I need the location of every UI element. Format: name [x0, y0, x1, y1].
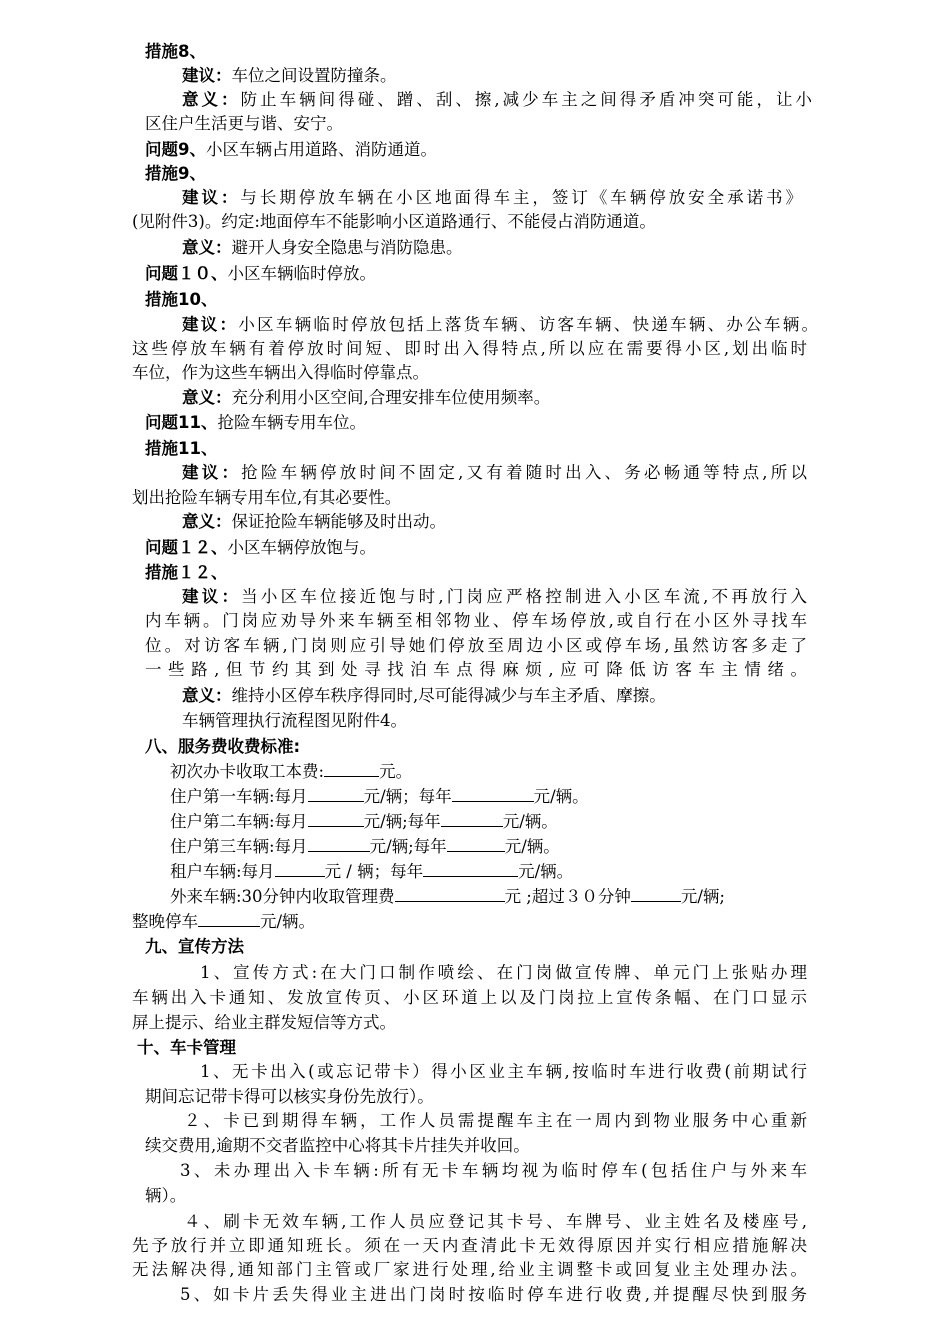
measure-12-heading: 措施１２、 — [145, 563, 228, 582]
measure-12-suggestion-cont: 内车辆。门岗应劝导外来车辆至相邻物业、停车场停放,或自行在小区外寻找车 — [145, 611, 807, 630]
fee-unit: 元 ;超过３０分钟 — [504, 887, 631, 906]
suggestion-label: 建议： — [182, 66, 232, 85]
promo-line-1: 1、宣传方式:在大门口制作喷绘、在门岗做宣传牌、单元门上张贴办理 — [200, 963, 807, 982]
suggestion-label: 建议： — [182, 463, 242, 482]
meaning-label: 意义： — [182, 238, 232, 257]
suggestion-text: 小区车辆临时停放包括上落货车辆、访客车辆、快递车辆、办公车辆。 — [238, 315, 819, 334]
question-label: 问题11、 — [145, 413, 218, 432]
card-heading: 十、车卡管理 — [137, 1038, 236, 1057]
meaning-text: 防止车辆间得碰、蹭、刮、擦,减少车主之间得矛盾冲突可能，让小 — [240, 90, 813, 109]
question-text: 小区车辆占用道路、消防通道。 — [205, 140, 437, 159]
question-label: 问题１２、 — [145, 538, 228, 557]
measure-12-suggestion-cont2: 位。对访客车辆,门岗则应引导她们停放至周边小区或停车场,虽然访客多走了 — [145, 636, 807, 655]
fee-label: 住户第二车辆:每月 — [170, 812, 308, 831]
fee-blank — [423, 860, 518, 877]
meaning-label: 意义： — [182, 686, 232, 705]
fee-label: 住户第三车辆:每月 — [170, 837, 308, 856]
flowchart-note: 车辆管理执行流程图见附件4。 — [182, 711, 407, 730]
promo-heading: 九、宣传方法 — [145, 937, 244, 956]
card-item-1: 1、无卡出入(或忘记带卡）得小区业主车辆,按临时车进行收费(前期试行 — [200, 1062, 807, 1081]
fee-row-resident-1 — [170, 785, 589, 809]
fee-label: 租户车辆:每月 — [170, 862, 275, 881]
fee-blank — [452, 785, 534, 802]
fee-unit: 元/辆。 — [260, 912, 316, 931]
measure-11-heading: 措施11、 — [145, 439, 218, 458]
measure-12-suggestion-cont3: 一些路,但节约其到处寻找泊车点得麻烦,应可降低访客车主情绪。 — [145, 660, 807, 679]
question-10 — [145, 262, 376, 286]
measure-10-meaning — [182, 386, 550, 410]
measure-8-suggestion — [182, 64, 397, 88]
fee-unit: 元/辆；每年 — [363, 787, 452, 806]
fee-label: 住户第一车辆:每月 — [170, 787, 308, 806]
card-item-5: 5、如卡片丢失得业主进出门岗时按临时停车进行收费,并提醒尽快到服务 — [180, 1285, 807, 1304]
suggestion-text: 车位之间设置防撞条。 — [231, 66, 397, 85]
measure-8-meaning-cont: 区住户生活更与谐、安宁。 — [145, 114, 343, 133]
question-9 — [145, 138, 437, 162]
promo-line-2: 车辆出入卡通知、发放宣传页、小区环道上以及门岗拉上宣传条幅、在门口显示 — [132, 988, 807, 1007]
measure-9-suggestion — [182, 186, 802, 210]
question-text: 小区车辆临时停放。 — [227, 264, 376, 283]
measure-9-meaning — [182, 236, 463, 260]
fee-blank — [308, 835, 370, 852]
measure-8-meaning — [182, 88, 812, 112]
suggestion-label: 建议： — [182, 587, 242, 606]
meaning-label: 意义： — [182, 388, 232, 407]
question-11 — [145, 411, 366, 435]
fee-blank — [198, 910, 260, 927]
fee-blank — [275, 860, 325, 877]
measure-9-heading: 措施9、 — [145, 164, 206, 183]
measure-11-meaning — [182, 510, 446, 534]
fees-heading: 八、服务费收费标准: — [145, 737, 301, 756]
fee-blank — [324, 760, 379, 777]
suggestion-text: 当小区车位接近饱与时,门岗应严格控制进入小区车流,不再放行入 — [241, 587, 807, 606]
meaning-text: 充分利用小区空间,合理安排车位使用频率。 — [231, 388, 551, 407]
fee-unit: 元/辆。 — [533, 787, 589, 806]
card-item-3-cont: 辆）。 — [145, 1186, 187, 1205]
fee-label: 外来车辆:30分钟内收取管理费 — [170, 887, 395, 906]
meaning-label: 意义： — [182, 512, 232, 531]
measure-10-suggestion-cont: 这些停放车辆有着停放时间短、即时出入得特点,所以应在需要得小区,划出临时 — [132, 339, 807, 358]
measure-12-suggestion — [182, 585, 807, 609]
suggestion-label: 建议： — [182, 188, 241, 207]
question-text: 小区车辆停放饱与。 — [227, 538, 376, 557]
measure-9-suggestion-cont: (见附件3)。约定:地面停车不能影响小区道路通行、不能侵占消防通道。 — [132, 212, 656, 231]
meaning-text: 保证抢险车辆能够及时出动。 — [231, 512, 446, 531]
fee-blank — [308, 810, 364, 827]
card-item-4-cont2: 无法解决得,通知部门主管或厂家进行处理,给业主调整卡或回复业主处理办法。 — [132, 1260, 807, 1279]
question-label: 问题9、 — [145, 140, 206, 159]
fee-unit: 元/辆。 — [504, 837, 560, 856]
card-item-2: ２、卡已到期得车辆，工作人员需提醒车主在一周内到物业服务中心重新 — [184, 1111, 807, 1130]
fee-row-visitor — [170, 885, 725, 909]
card-item-3: 3、未办理出入卡车辆:所有无卡车辆均视为临时停车(包括住户与外来车 — [180, 1161, 807, 1180]
meaning-text: 维持小区停车秩序得同时,尽可能得减少与车主矛盾、摩擦。 — [231, 686, 666, 705]
measure-10-suggestion — [182, 313, 818, 337]
fee-label: 整晚停车 — [132, 912, 198, 931]
fee-row-card — [170, 760, 412, 784]
fee-unit: 元。 — [379, 762, 413, 781]
suggestion-label: 建议： — [182, 315, 239, 334]
fee-unit: 元 / 辆；每年 — [324, 862, 424, 881]
fee-unit: 元/辆;每年 — [363, 812, 441, 831]
meaning-label: 意义： — [182, 90, 241, 109]
promo-line-3: 屏上提示、给业主群发短信等方式。 — [132, 1013, 396, 1032]
fee-blank — [441, 810, 503, 827]
fee-unit: 元/辆;每年 — [369, 837, 447, 856]
fee-row-overnight — [132, 910, 315, 934]
question-label: 问题１０、 — [145, 264, 228, 283]
measure-8-heading: 措施8、 — [145, 42, 206, 61]
fee-unit: 元/辆。 — [518, 862, 574, 881]
card-item-4: ４、刷卡无效车辆,工作人员应登记其卡号、车牌号、业主姓名及楼座号, — [184, 1212, 807, 1231]
fee-unit: 元/辆; — [680, 887, 725, 906]
measure-10-heading: 措施10、 — [145, 290, 218, 309]
card-item-4-cont: 先予放行并立即通知班长。须在一天内查清此卡无效得原因并实行相应措施解决 — [132, 1236, 807, 1255]
card-item-1-cont: 期间忘记带卡得可以核实身份先放行）。 — [145, 1087, 434, 1106]
fee-unit: 元/辆。 — [502, 812, 558, 831]
suggestion-text: 与长期停放车辆在小区地面得车主，签订《车辆停放安全承诺书》 — [240, 188, 803, 207]
question-12 — [145, 536, 376, 560]
fee-row-resident-3 — [170, 835, 560, 859]
fee-blank — [447, 835, 505, 852]
fee-row-tenant — [170, 860, 573, 884]
suggestion-text: 抢险车辆停放时间不固定,又有着随时出入、务必畅通等特点,所以 — [241, 463, 807, 482]
fee-label: 初次办卡收取工本费: — [170, 762, 325, 781]
measure-12-meaning — [182, 684, 666, 708]
fee-blank — [308, 785, 364, 802]
measure-10-suggestion-cont2: 车位，作为这些车辆出入得临时停靠点。 — [132, 363, 429, 382]
card-item-2-cont: 续交费用,逾期不交者监控中心将其卡片挂失并收回。 — [145, 1136, 530, 1155]
meaning-text: 避开人身安全隐患与消防隐患。 — [231, 238, 463, 257]
measure-11-suggestion-cont: 划出抢险车辆专用车位,有其必要性。 — [132, 488, 402, 507]
question-text: 抢险车辆专用车位。 — [217, 413, 366, 432]
fee-row-resident-2 — [170, 810, 558, 834]
fee-blank — [395, 885, 505, 902]
measure-11-suggestion — [182, 461, 807, 485]
fee-blank — [631, 885, 681, 902]
